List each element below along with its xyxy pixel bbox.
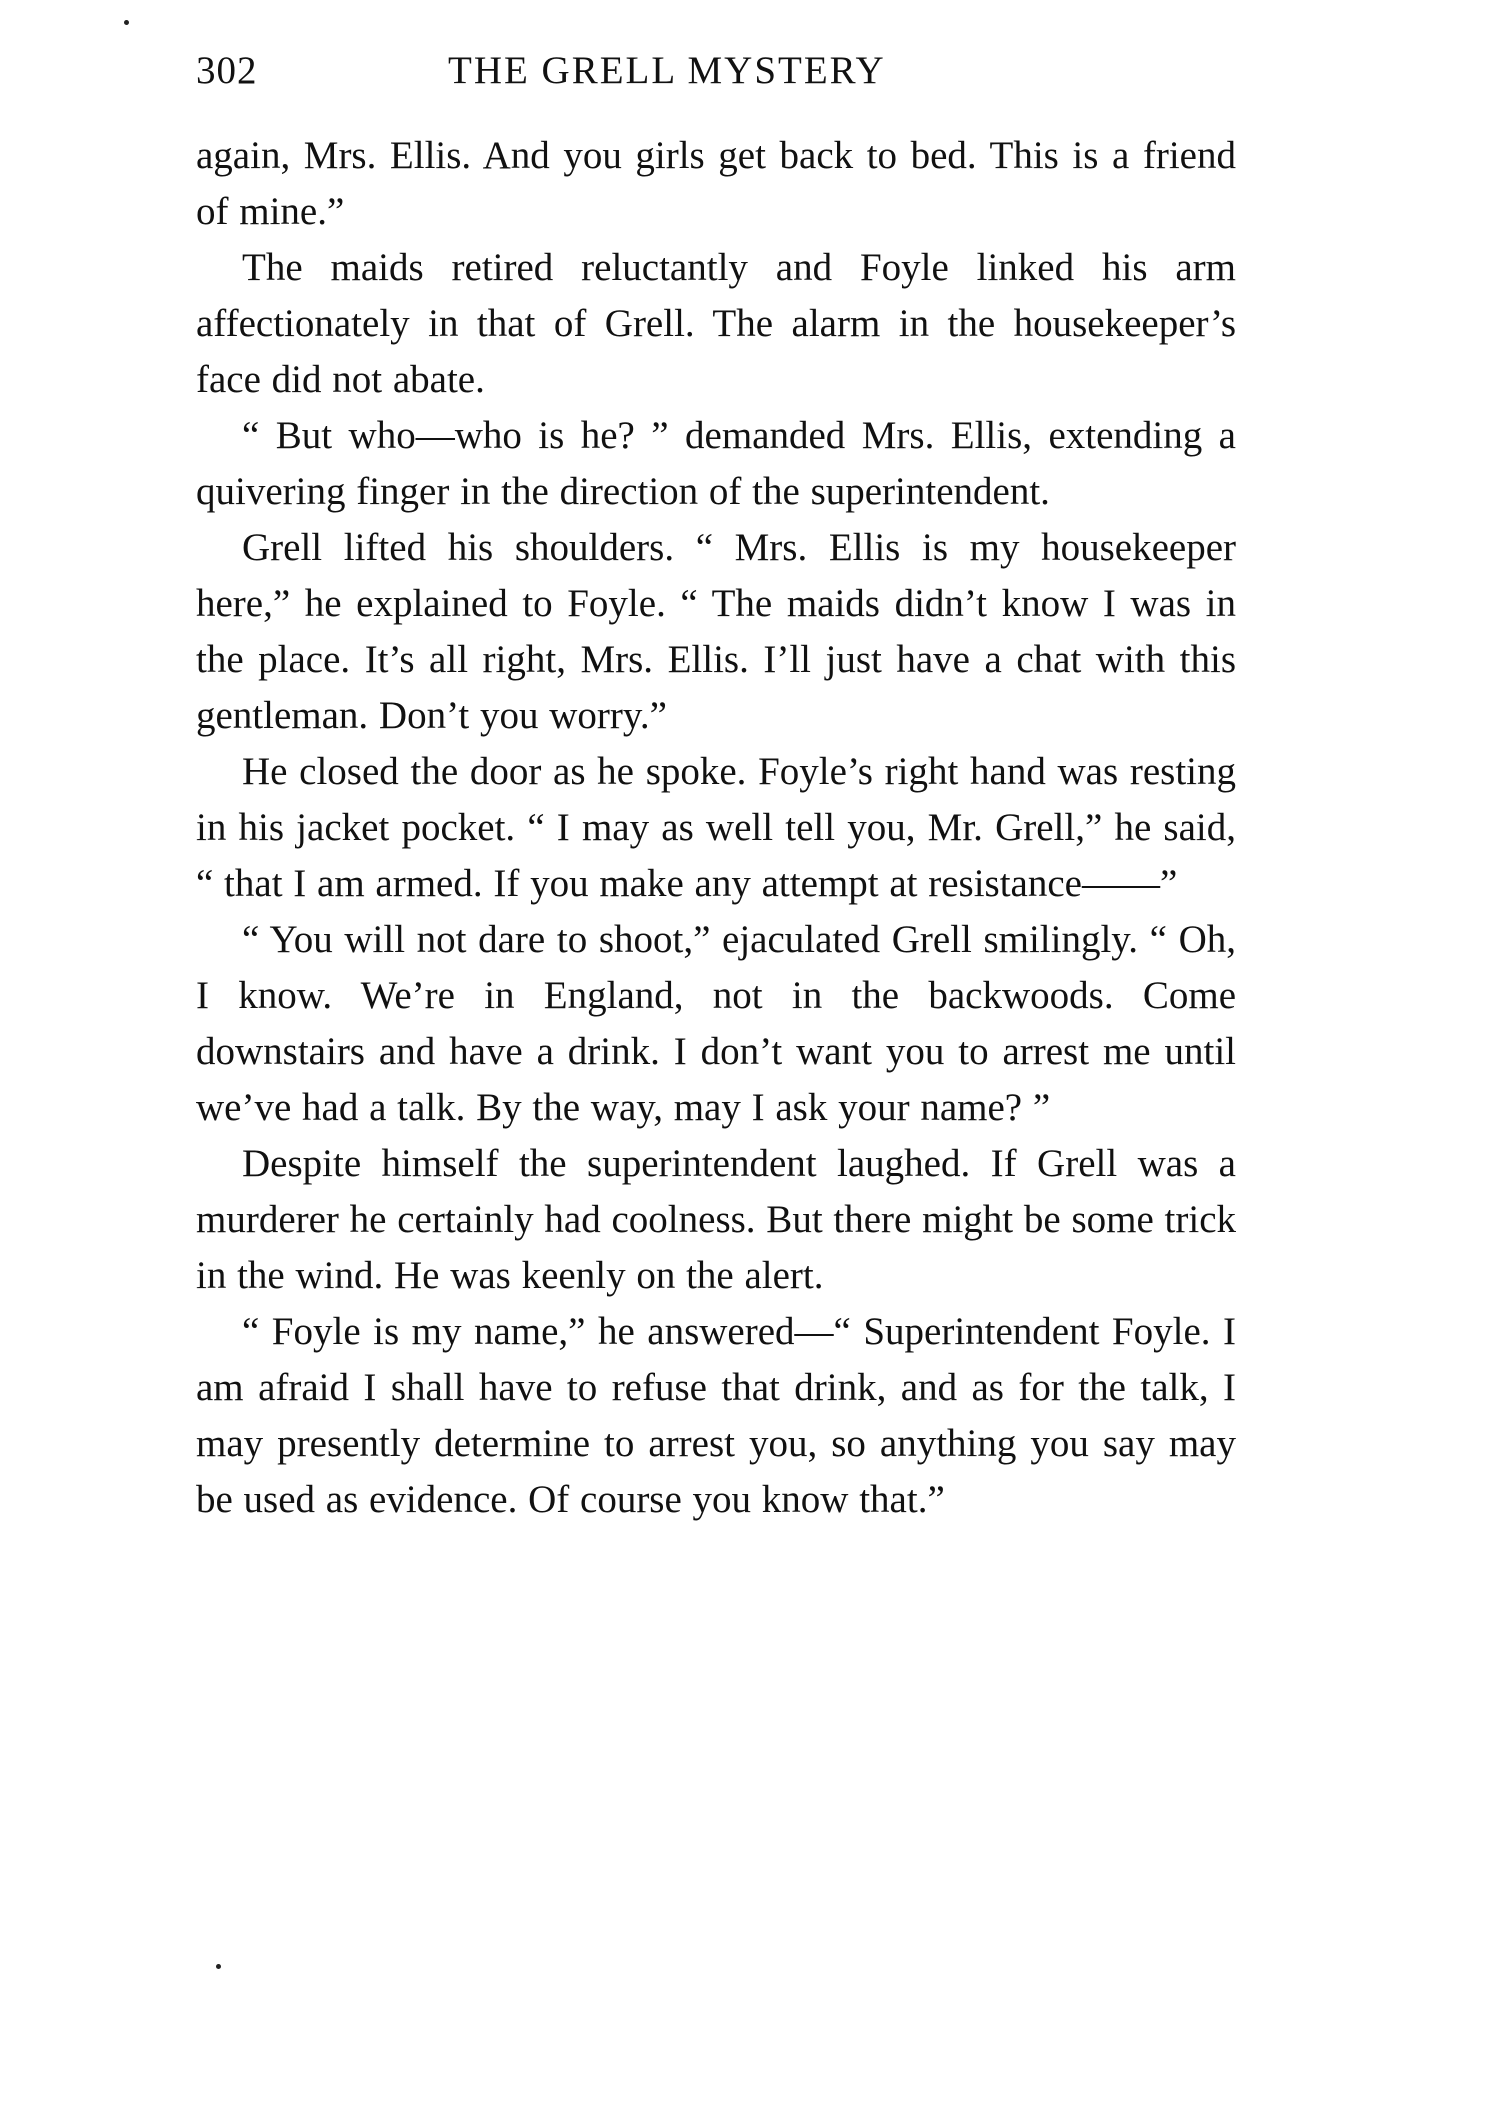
running-title: THE GRELL MYSTERY (448, 49, 886, 92)
page-header (196, 48, 1246, 104)
paragraph: “ You will not dare to shoot,” ejaculated Grell smilingly. “ Oh, I know. We’re in England, not in the backwoods. Come downstairs and have a drink. I don’t want you to arrest me until we’ve had a talk. By the way, may I ask your name? ” (196, 918, 1236, 1129)
scan-speck (124, 20, 129, 25)
paragraph: again, Mrs. Ellis. And you girls get back to bed. This is a friend of mine.” (196, 134, 1236, 233)
paragraph: He closed the door as he spoke. Foyle’s right hand was resting in his jacket pocket. “ I may as well tell you, Mr. Grell,” he said, “ that I am armed. If you make any attempt at resistance——” (196, 750, 1236, 905)
paragraph: “ But who—who is he? ” demanded Mrs. Ellis, extending a quivering finger in the direction of the superintendent. (196, 414, 1236, 513)
paragraph: Grell lifted his shoulders. “ Mrs. Ellis is my housekeeper here,” he explained to Foyle. “ The maids didn’t know I was in the place. It’s all right, Mrs. Ellis. I’ll just have a chat with this gentleman. Don’t you worry.” (196, 526, 1236, 737)
paragraph: Despite himself the superintendent laughed. If Grell was a murderer he certainly had coolness. But there might be some trick in the wind. He was keenly on the alert. (196, 1142, 1236, 1297)
scan-speck (216, 1964, 221, 1969)
paragraph: “ Foyle is my name,” he answered—“ Superintendent Foyle. I am afraid I shall have to refuse that drink, and as for the talk, I may presently determine to arrest you, so anything you say may be used as evidence. Of course you know that.” (196, 1310, 1236, 1521)
paragraph: The maids retired reluctantly and Foyle linked his arm affectionately in that of Grell. The alarm in the housekeeper’s face did not abate. (196, 246, 1236, 401)
page-number: 302 (196, 49, 258, 92)
body-text (196, 128, 1236, 1528)
